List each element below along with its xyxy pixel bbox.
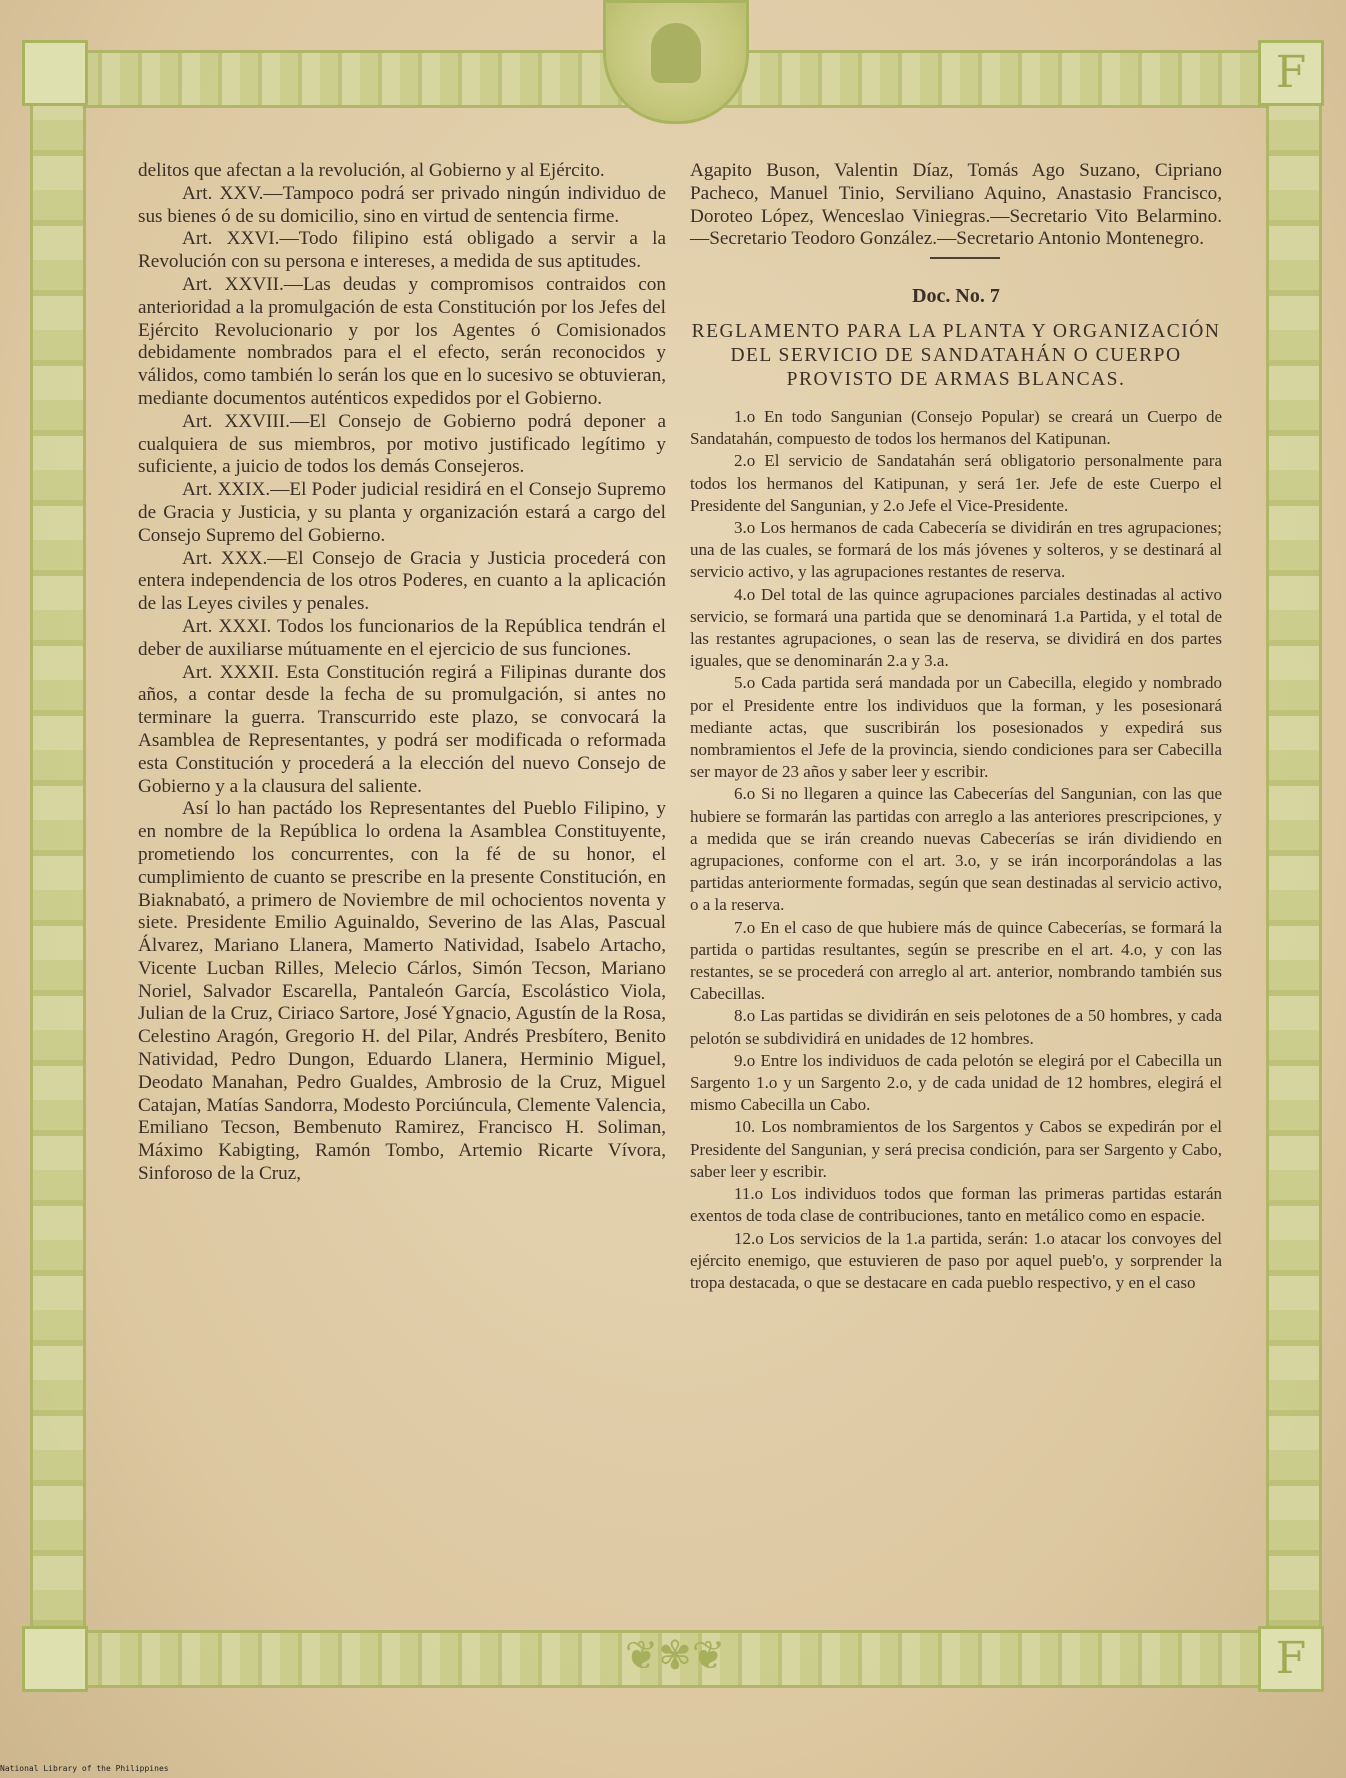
article: 5.o Cada partida será mandada por un Cabecilla, elegido y nombrado por el Presidente entre los individuos que la forman, y les posesionará mediante actas, que suscribirán los posesionados y expedirá sus nombramientos el Jefe de la provincia, siendo condiciones para ser Cabecilla ser mayor de 23 años y saber leer y escribir.	[690, 673, 1222, 782]
paragraph: Art. XXVII.—Las deudas y compromisos contraidos con anterioridad a la promulgación de esta Constitución por los Jefes del Ejército Revolucionario y por los Agentes ó Comisionados debidamente nombrados para el el efecto, serán reconocidos y válidos, como también lo serán los que en lo sucesivo se obtuvieran, mediante documentos auténticos expedidos por el Gobierno.	[138, 273, 666, 409]
paragraph: Art. XXXI. Todos los funcionarios de la República tendrán el deber de auxiliarse mútuamente en el ejercicio de sus funciones.	[138, 615, 666, 660]
paragraph: Art. XXVI.—Todo filipino está obligado a servir a la Revolución con su persona e intereses, a medida de sus aptitudes.	[138, 228, 666, 273]
corner-ornament-icon	[22, 1626, 88, 1692]
floral-ornament-icon: ❦✾❦	[624, 1633, 726, 1679]
left-column	[138, 160, 666, 1186]
document-number: Doc. No. 7	[912, 285, 1000, 308]
paragraph: Art. XXIX.—El Poder judicial residirá en el Consejo Supremo de Gracia y Justicia, y su planta y organización estará a cargo del Consejo Supremo del Gobierno.	[138, 479, 666, 546]
corner-letter-icon: F	[1258, 1626, 1324, 1692]
library-credit: National Library of the Philippines	[0, 1764, 169, 1773]
paragraph: Art. XXXII. Esta Constitución regirá a Filipinas durante dos años, a contar desde la fecha de su promulgación, si antes no terminare la guerra. Transcurrido este plazo, se convocará la Asamblea de Representantes, y podrá ser modificada o reformada esta Constitución y procederá a la elección del nuevo Consejo de Gobierno y a la clausura del saliente.	[138, 661, 666, 797]
corner-ornament-icon	[22, 40, 88, 106]
article: 2.o El servicio de Sandatahán será obligatorio personalmente para todos los hermanos del Katipunan, y será 1er. Jefe de este Cuerpo el Presidente del Sangunian, y 2.o Jefe el Vice-Presidente.	[690, 451, 1222, 515]
paragraph: delitos que afectan a la revolución, al Gobierno y al Ejército.	[138, 160, 605, 181]
article: 4.o Del total de las quince agrupaciones parciales destinadas al activo servicio, se formará una partida que se denominará 1.a Partida, y el total de las restantes agrupaciones, o sean las de reserva, se dividirá en dos partes iguales, que se denominarán 2.a y 3.a.	[690, 584, 1222, 671]
article: 6.o Si no llegaren a quince las Cabecerías del Sangunian, con las que hubiere se formarán las partidas con arreglo a las anteriores prescripciones, y a medida que se irán creando nuevas Cabecerías se irán dividiendo en agrupaciones, conforme con el art. 3.o, y se irán incorporándolas a las partidas anteriormente formadas, según que sean destinadas al servicio activo, o a la reserva.	[690, 784, 1222, 915]
right-column	[690, 160, 1222, 1294]
signatories-continued: Agapito Buson, Valentin Díaz, Tomás Ago Suzano, Cipriano Pacheco, Manuel Tinio, Serviliano Aquino, Anastasio Francisco, Doroteo López, Wenceslao Viniegras.—Secretario Vito Belarmino.—Secretario Teodoro González.—Secretario Antonio Montenegro.	[690, 160, 1222, 250]
corner-letter-icon: F	[1258, 40, 1324, 106]
article: 8.o Las partidas se dividirán en seis pelotones de a 50 hombres, y cada pelotón se subdividirá en unidades de 12 hombres.	[690, 1006, 1222, 1048]
paragraph: Art. XXV.—Tampoco podrá ser privado ningún individuo de sus bienes ó de su domicilio, sino en virtud de sentencia firme.	[138, 182, 666, 227]
frame-right-border	[1266, 50, 1322, 1682]
article: 12.o Los servicios de la 1.a partida, serán: 1.o atacar los convoyes del ejército enemigo, que estuvieren de paso por aquel pueb'o, y sorprender la tropa destacada, o que se destacare en cada pueblo respectivo, y en el caso	[690, 1228, 1222, 1292]
article: 9.o Entre los individuos de cada pelotón se elegirá por el Cabecilla un Sargento 1.o y un Sargento 2.o, y de cada unidad de 12 hombres, elegirá el mismo Cabecilla un Cabo.	[690, 1050, 1222, 1115]
paragraph: Art. XXVIII.—El Consejo de Gobierno podrá deponer a cualquiera de sus miembros, por motivo justificado legítimo y suficiente, a juicio de todos los demás Consejeros.	[138, 410, 666, 478]
paragraph: Así lo han pactádo los Representantes del Pueblo Filipino, y en nombre de la República lo ordena la Asamblea Constituyente, prometiendo los concurrentes, con la fé de su honor, el cumplimiento de cuanto se prescribe en la presente Constitución, en Biaknabató, a primero de Noviembre de mil ochocientos noventa y siete. Presidente Emilio Aguinaldo, Severino de las Alas, Pascual Álvarez, Mariano Llanera, Mamerto Natividad, Isabelo Artacho, Vicente Lucban Rilles, Melecio Cárlos, Simón Tecson, Mariano Noriel, Salvador Escarella, Pantaleón García, Escolástico Viola, Julian de la Cruz, Ciriaco Sartore, José Ygnacio, Agustín de la Rosa, Celestino Aragón, Gregorio H. del Pilar, Andrés Presbítero, Benito Natividad, Pedro Dungon, Eduardo Llanera, Herminio Miguel, Deodato Manahan, Pedro Gualdes, Ambrosio de la Cruz, Miguel Catajan, Matías Sandorra, Modesto Porciúncula, Clemente Valencia, Emiliano Tecson, Bembenuto Ramirez, Francisco H. Soliman, Máximo Kabigting, Ramón Tombo, Artemio Ricarte Vívora, Sinforoso de la Cruz,	[138, 798, 666, 1185]
frame-left-border	[30, 50, 86, 1682]
section-divider	[930, 257, 1000, 259]
article: 11.o Los individuos todos que forman las primeras partidas estarán exentos de toda clase de contribuciones, tanto en metálico como en espacie.	[690, 1184, 1222, 1226]
article: 10. Los nombramientos de los Sargentos y Cabos se expedirán por el Presidente del Sangunian, y será precisa condición, para ser Sargento y Cabo, saber leer y escribir.	[690, 1117, 1222, 1181]
article: 3.o Los hermanos de cada Cabecería se dividirán en tres agrupaciones; una de las cuales, se formará de los más jóvenes y solteros, y se destinará al servicio activo, y las agrupaciones restantes de reserva.	[690, 518, 1222, 582]
article: 1.o En todo Sangunian (Consejo Popular) se creará un Cuerpo de Sandatahán, compuesto de todos los hermanos del Katipunan.	[690, 406, 1222, 449]
article: 7.o En el caso de que hubiere más de quince Cabecerías, se formará la partida o partidas resultantes, según se prescribe en el art. 4.o, y con las restantes, se se procederá con arreglo al art. anterior, nombrando también sus Cabecillas.	[690, 917, 1222, 1004]
regulation-heading: REGLAMENTO PARA LA PLANTA Y ORGANIZACIÓN DEL SERVICIO DE SANDATAHÁN O CUERPO PROVISTO DE ARMAS BLANCAS.	[691, 320, 1221, 390]
paragraph: Art. XXX.—El Consejo de Gracia y Justicia procederá con entera independencia de los otros Poderes, en cuanto a la aplicación de las Leyes civiles y penales.	[138, 547, 666, 615]
